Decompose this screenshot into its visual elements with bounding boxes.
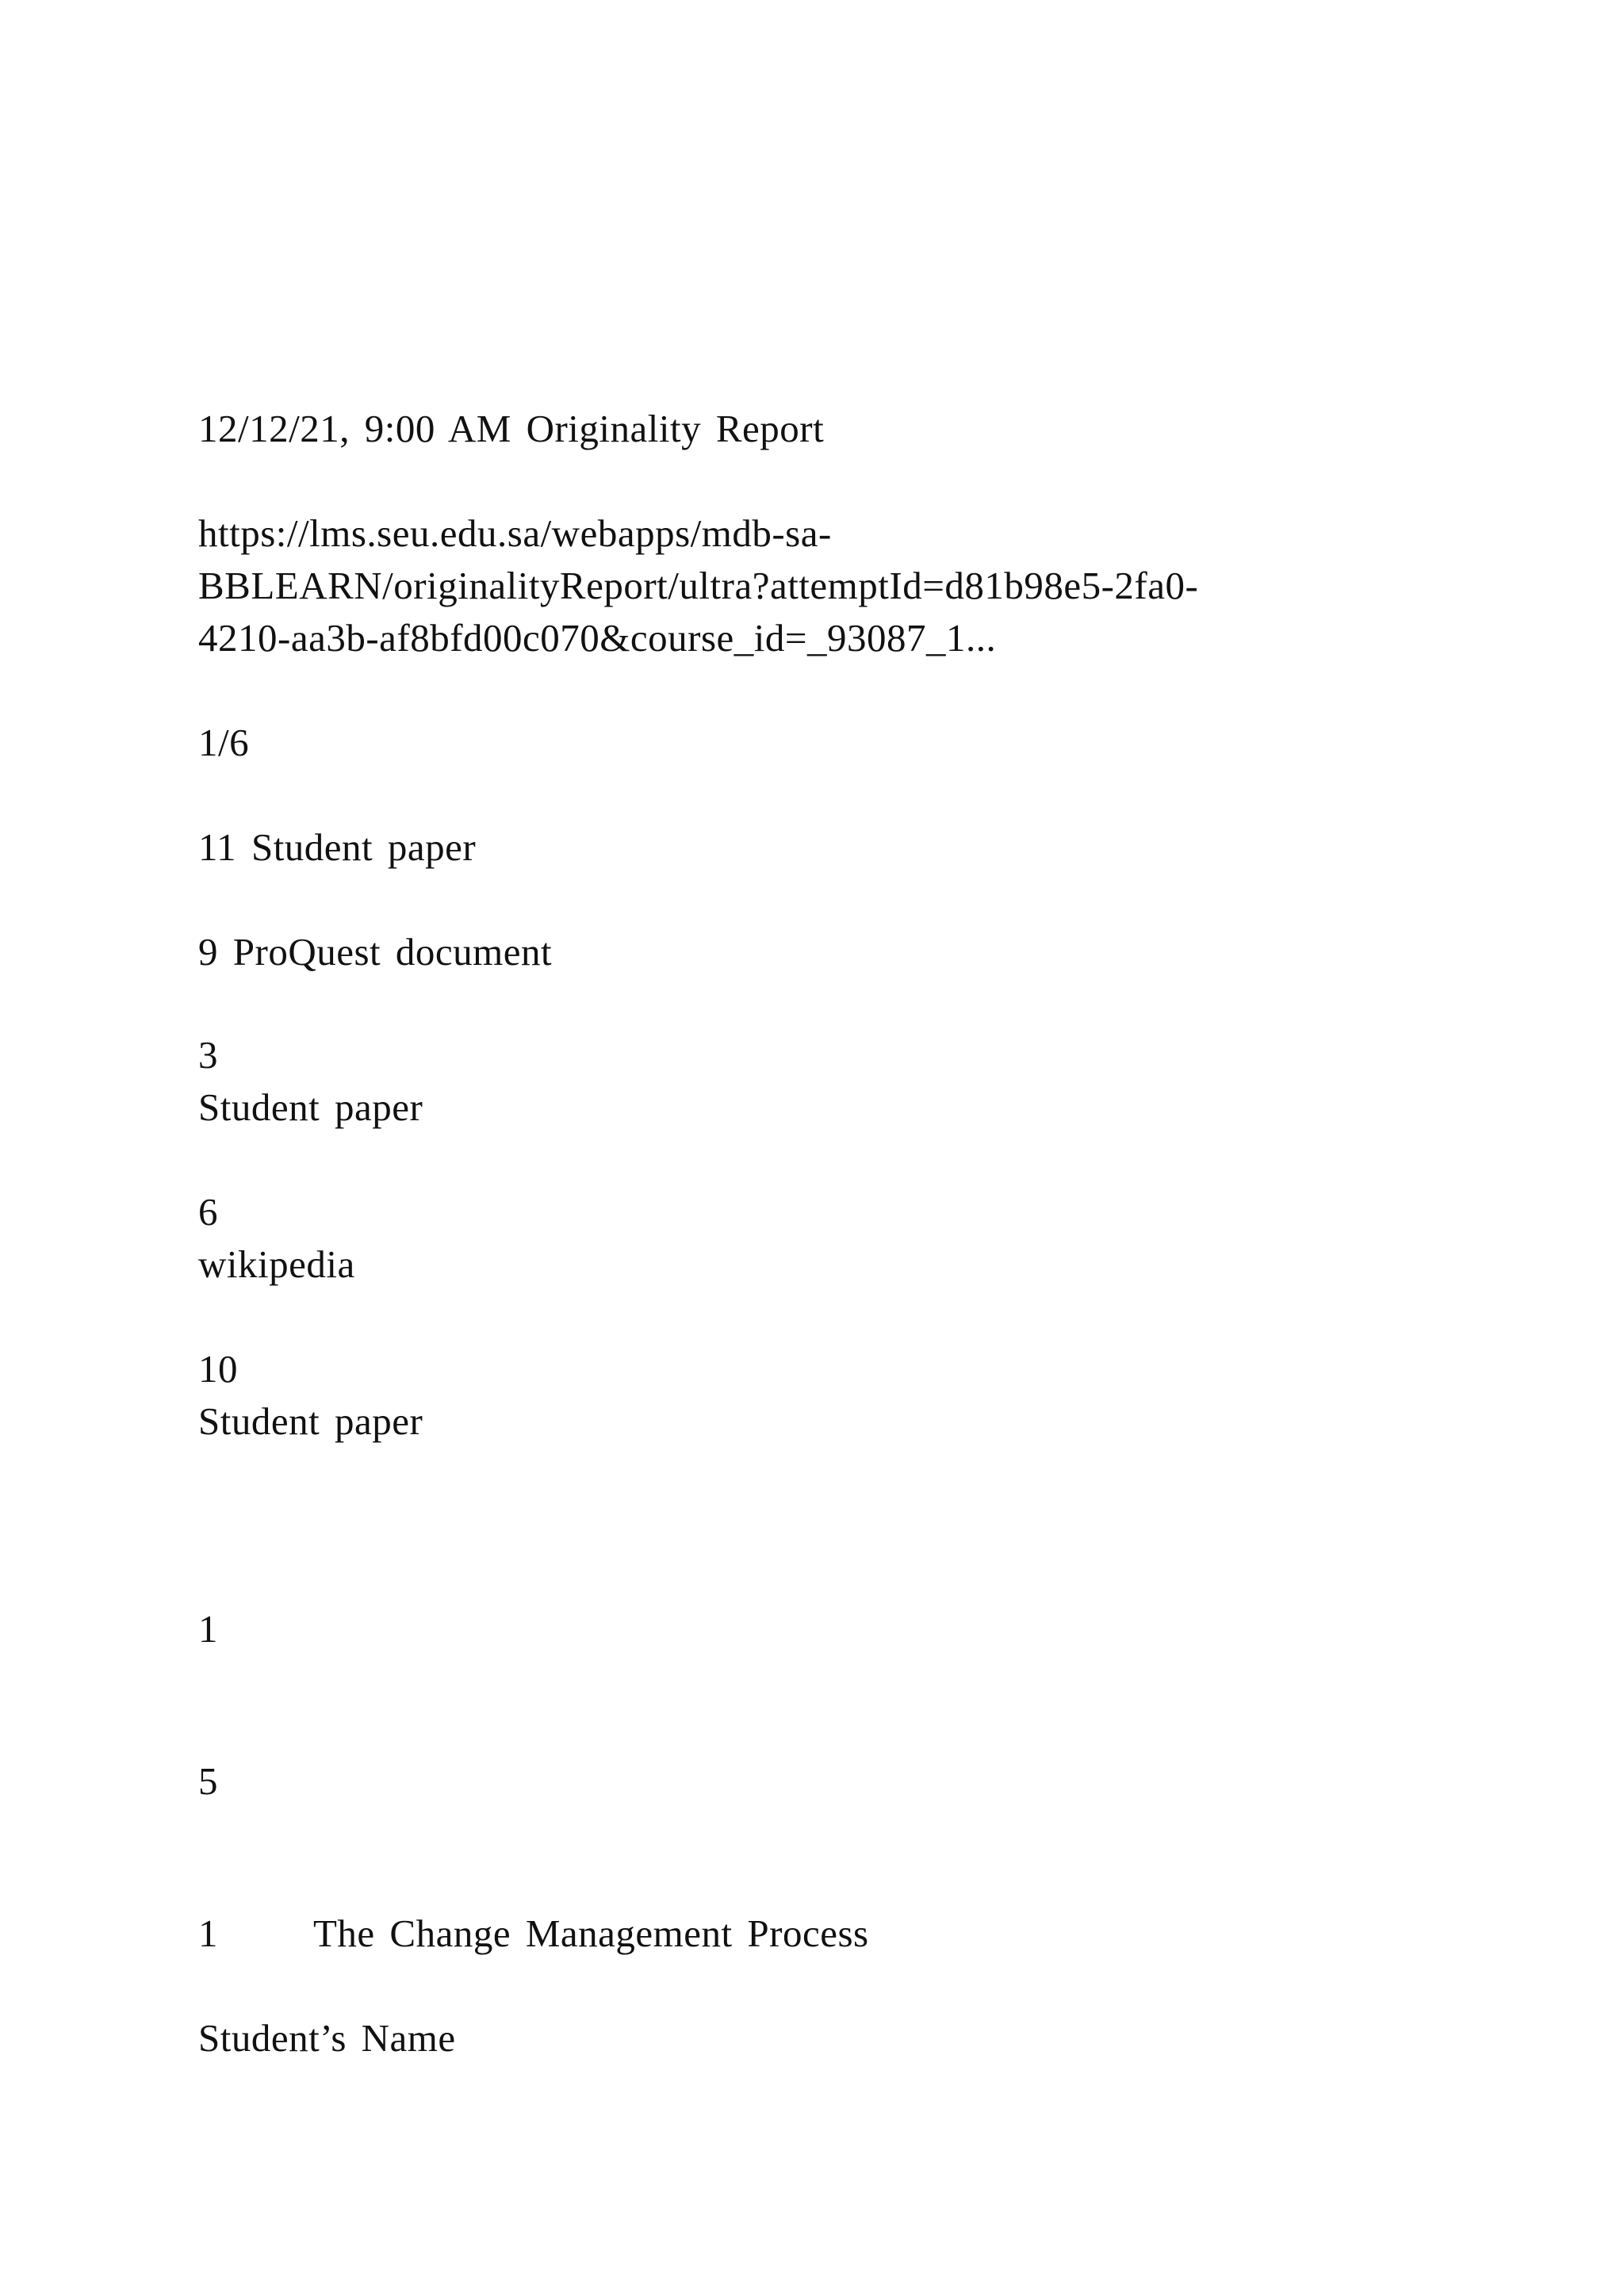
source-label: Student paper: [198, 1399, 423, 1443]
report-url-line-2: BBLEARN/originalityReport/ultra?attemptId=d81b98e5-2fa0-: [198, 564, 1199, 607]
report-header: [198, 403, 824, 455]
report-title: Originality Report: [526, 407, 825, 450]
report-url: [198, 507, 1546, 769]
source-number: 3: [198, 1033, 218, 1077]
source-label: Student paper: [198, 1085, 423, 1129]
title-number: 1: [198, 1911, 218, 1955]
source-label: ProQuest document: [232, 930, 553, 974]
report-timestamp: 12/12/21, 9:00 AM: [198, 407, 511, 450]
source-label: Student paper: [251, 825, 477, 869]
page-indicator: 1/6: [198, 721, 250, 764]
paper-title: The Change Management Process: [313, 1911, 869, 1955]
match-marker: 5: [198, 1759, 218, 1803]
source-number: 6: [198, 1190, 218, 1234]
source-label: wikipedia: [198, 1242, 355, 1286]
student-name: Student’s Name: [198, 2016, 456, 2060]
report-url-line-3: 4210-aa3b-af8bfd00c070&course_id=_93087_1... 1/6: [198, 612, 1546, 769]
report-url-line-1: https://lms.seu.edu.sa/webapps/mdb-sa-: [198, 511, 832, 555]
source-item: [198, 821, 476, 874]
source-number: 11: [198, 825, 237, 869]
paper-title-line: [198, 1908, 869, 1960]
source-item: [198, 926, 552, 978]
source-number: 10: [198, 1347, 238, 1391]
source-number: 9: [198, 930, 218, 974]
match-marker: 1: [198, 1607, 218, 1651]
